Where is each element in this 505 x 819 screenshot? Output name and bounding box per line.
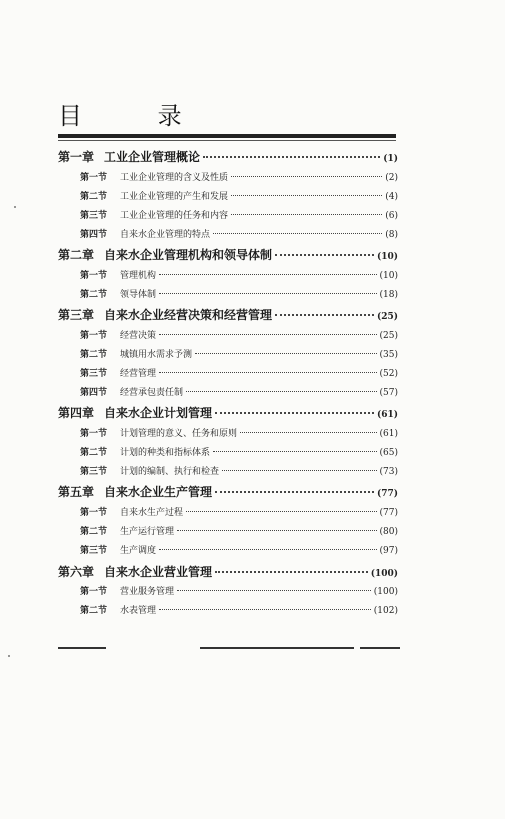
- bottom-rule-middle: [200, 647, 354, 649]
- section-number: 第三节: [80, 210, 108, 221]
- toc-section-row: [58, 385, 398, 404]
- section-title: 经营承包责任制: [120, 388, 184, 399]
- chapter-number: 第三章: [58, 308, 95, 323]
- toc-section-row: [58, 366, 398, 385]
- section-title: 营业服务管理: [120, 587, 175, 597]
- toc-chapter-row: [58, 148, 398, 170]
- dot-leader: [177, 530, 377, 531]
- section-title: 计划的种类和指标体系: [120, 448, 211, 459]
- page-number: (2): [385, 172, 398, 183]
- dot-leader: [275, 254, 374, 256]
- page-number: (35): [379, 349, 398, 360]
- section-number: 第三节: [80, 369, 108, 379]
- toc-section-row: [58, 464, 398, 483]
- section-number: 第一节: [80, 330, 108, 341]
- page-number: (1): [383, 154, 398, 164]
- title-rule-thin: [58, 140, 396, 141]
- section-number: 第二节: [80, 527, 108, 538]
- toc-section-row: [58, 189, 398, 208]
- section-number: 第三节: [80, 546, 108, 557]
- chapter-title: 自来水企业经营决策和经营管理: [104, 308, 273, 323]
- toc-section-row: [58, 347, 398, 366]
- section-number: 第一节: [80, 507, 108, 518]
- dot-leader: [159, 549, 377, 550]
- toc-section-row: [58, 524, 398, 543]
- page-number: (25): [376, 312, 398, 323]
- toc-section-row: [58, 445, 398, 464]
- section-title: 计划的编制、执行和检查: [120, 467, 220, 478]
- section-title: 计划管理的意义、任务和原则: [120, 428, 238, 439]
- toc-chapter-row: [58, 483, 398, 505]
- page-number: (6): [385, 210, 398, 221]
- page-number: (102): [373, 606, 398, 617]
- page-number: (52): [379, 369, 398, 379]
- section-number: 第四节: [80, 230, 108, 241]
- toc-chapter-row: [58, 563, 398, 585]
- dot-leader: [203, 156, 380, 158]
- section-title: 自来水企业管理的特点: [120, 230, 211, 241]
- section-title: 工业企业管理的产生和发展: [120, 191, 229, 202]
- page-number: (77): [379, 507, 398, 518]
- chapter-title: 自来水企业生产管理: [104, 485, 213, 500]
- dot-leader: [215, 571, 368, 573]
- section-number: 第一节: [80, 270, 108, 281]
- page-number: (100): [373, 587, 398, 597]
- dot-leader: [195, 353, 377, 354]
- chapter-title: 自来水企业管理机构和领导体制: [104, 248, 273, 263]
- page-number: (100): [370, 568, 398, 579]
- chapter-number: 第五章: [58, 485, 95, 500]
- toc-section-row: [58, 268, 398, 287]
- page-number: (18): [379, 289, 398, 300]
- page-number: (8): [385, 230, 398, 241]
- chapter-title: 自来水企业计划管理: [104, 406, 213, 421]
- chapter-title: 工业企业管理概论: [104, 150, 201, 164]
- toc-section-row: [58, 208, 398, 227]
- title-rule: [58, 134, 396, 138]
- section-number: 第一节: [80, 587, 108, 597]
- dot-leader: [159, 334, 377, 335]
- toc-section-row: [58, 287, 398, 306]
- section-title: 经营管理: [120, 369, 157, 379]
- page-number: (61): [379, 428, 398, 439]
- section-number: 第二节: [80, 191, 108, 202]
- chapter-number: 第六章: [58, 564, 95, 579]
- dot-leader: [231, 214, 382, 215]
- section-number: 第二节: [80, 448, 108, 459]
- table-of-contents: [58, 148, 398, 622]
- dot-leader: [159, 372, 377, 373]
- dot-leader: [177, 590, 371, 591]
- section-title: 生产运行管理: [120, 527, 175, 538]
- section-number: 第四节: [80, 388, 108, 399]
- page-number: (57): [379, 388, 398, 399]
- section-title: 水表管理: [120, 606, 157, 617]
- dot-leader: [222, 470, 377, 471]
- section-title: 领导体制: [120, 289, 157, 300]
- section-number: 第一节: [80, 172, 108, 183]
- section-title: 生产调度: [120, 546, 157, 557]
- toc-section-row: [58, 227, 398, 246]
- toc-section-row: [58, 170, 398, 189]
- section-title: 经营决策: [120, 330, 157, 341]
- page-number: (61): [376, 410, 398, 421]
- dot-leader: [159, 293, 377, 294]
- section-number: 第二节: [80, 349, 108, 360]
- toc-section-row: [58, 584, 398, 603]
- toc-chapter-row: [58, 404, 398, 426]
- page-title: 目 录: [58, 102, 216, 130]
- toc-section-row: [58, 543, 398, 562]
- dot-leader: [159, 274, 377, 275]
- section-number: 第一节: [80, 428, 108, 439]
- bottom-rule-left: [58, 647, 106, 649]
- toc-chapter-row: [58, 246, 398, 268]
- chapter-number: 第二章: [58, 248, 95, 263]
- section-number: 第二节: [80, 289, 108, 300]
- dot-leader: [240, 432, 377, 433]
- scan-speck: [14, 206, 16, 208]
- page-number: (77): [376, 489, 398, 500]
- dot-leader: [231, 176, 382, 177]
- chapter-number: 第一章: [58, 150, 95, 164]
- page-number: (4): [385, 191, 398, 202]
- section-number: 第三节: [80, 467, 108, 478]
- chapter-title: 自来水企业营业管理: [104, 564, 213, 579]
- chapter-number: 第四章: [58, 406, 95, 421]
- page-number: (25): [379, 330, 398, 341]
- dot-leader: [213, 451, 377, 452]
- page-number: (10): [376, 252, 398, 263]
- scan-speck: [8, 655, 10, 657]
- dot-leader: [231, 195, 382, 196]
- dot-leader: [186, 391, 377, 392]
- toc-section-row: [58, 426, 398, 445]
- page-number: (10): [379, 270, 398, 281]
- section-title: 城镇用水需求予测: [120, 349, 193, 360]
- page-number: (65): [379, 448, 398, 459]
- section-title: 管理机构: [120, 270, 157, 281]
- page-number: (73): [379, 467, 398, 478]
- section-title: 自来水生产过程: [120, 507, 184, 518]
- toc-section-row: [58, 328, 398, 347]
- toc-chapter-row: [58, 306, 398, 328]
- dot-leader: [215, 491, 374, 493]
- section-title: 工业企业管理的含义及性质: [120, 172, 229, 183]
- section-number: 第二节: [80, 606, 108, 617]
- dot-leader: [275, 314, 374, 316]
- page-number: (97): [379, 546, 398, 557]
- dot-leader: [159, 609, 371, 610]
- section-title: 工业企业管理的任务和内容: [120, 210, 229, 221]
- toc-section-row: [58, 505, 398, 524]
- dot-leader: [213, 233, 382, 234]
- dot-leader: [215, 412, 374, 414]
- toc-section-row: [58, 603, 398, 622]
- bottom-rule-right: [360, 647, 400, 649]
- page-number: (80): [379, 527, 398, 538]
- dot-leader: [186, 511, 377, 512]
